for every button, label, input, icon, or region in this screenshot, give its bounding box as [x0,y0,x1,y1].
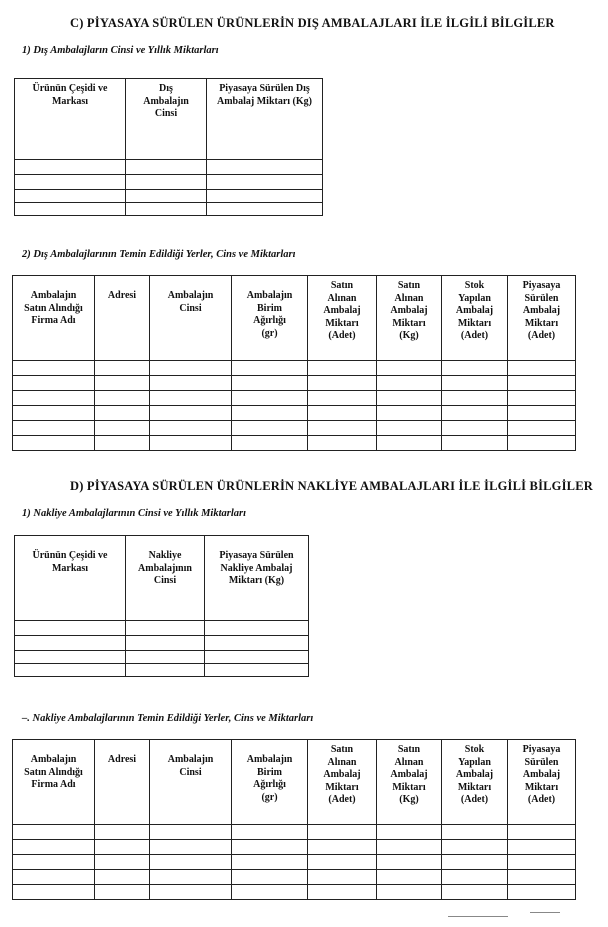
table-cell[interactable] [205,651,309,664]
table-cell[interactable] [232,825,308,840]
table-cell[interactable] [232,840,308,855]
header-cell: Ambalajın Satın Alındığı Firma Adı [13,740,95,825]
table-row [15,190,323,203]
table-cell[interactable] [126,160,207,175]
table-cell[interactable] [508,825,576,840]
table-cell[interactable] [150,885,232,900]
table-row [13,436,576,451]
table-cell[interactable] [15,203,126,216]
table-row [13,885,576,900]
table-cell[interactable] [13,421,95,436]
header-cell: Adresi [95,276,150,361]
table-row [15,203,323,216]
section-c-table-2 [12,275,576,451]
table-row [15,621,309,636]
table-cell[interactable] [13,436,95,451]
table-cell[interactable] [442,855,508,870]
table-cell[interactable] [150,436,232,451]
table-cell[interactable] [308,421,377,436]
table-cell[interactable] [442,361,508,376]
header-cell: Ürünün Çeşidi ve Markası [15,79,126,160]
section-c-part2-subtitle: 2) Dış Ambalajlarının Temin Edildiği Yerler, Cins ve Miktarları [22,249,296,260]
table-cell[interactable] [377,885,442,900]
table-cell[interactable] [308,391,377,406]
table-cell[interactable] [126,190,207,203]
table-cell[interactable] [377,376,442,391]
table-cell[interactable] [377,391,442,406]
table-cell[interactable] [377,421,442,436]
table-cell[interactable] [442,840,508,855]
table-cell[interactable] [508,870,576,885]
table-cell[interactable] [377,870,442,885]
table-cell[interactable] [13,885,95,900]
table-cell[interactable] [13,840,95,855]
table-row [13,391,576,406]
table-cell[interactable] [126,651,205,664]
table-cell[interactable] [150,825,232,840]
table-cell[interactable] [126,175,207,190]
table-cell[interactable] [232,870,308,885]
table-cell[interactable] [232,361,308,376]
table-row [13,406,576,421]
table-cell[interactable] [126,621,205,636]
table-cell[interactable] [308,406,377,421]
table-cell[interactable] [207,175,323,190]
header-cell: Adresi [95,740,150,825]
table-cell[interactable] [207,203,323,216]
table-cell[interactable] [13,825,95,840]
table-cell[interactable] [377,436,442,451]
table-cell[interactable] [232,406,308,421]
header-cell: Ambalajın Cinsi [150,276,232,361]
table-row [13,840,576,855]
table-row [13,825,576,840]
table-cell[interactable] [232,436,308,451]
header-cell: Satın Alınan Ambalaj Miktarı (Adet) [308,740,377,825]
table-cell[interactable] [308,840,377,855]
header-cell: Stok Yapılan Ambalaj Miktarı (Adet) [442,740,508,825]
table-cell[interactable] [508,855,576,870]
table-cell[interactable] [232,421,308,436]
table-cell[interactable] [13,870,95,885]
table-cell[interactable] [442,421,508,436]
section-c-title: C) PİYASAYA SÜRÜLEN ÜRÜNLERİN DIŞ AMBALAJLARI İLE İLGİLİ BİLGİLER [70,16,555,30]
table-cell[interactable] [15,636,126,651]
table-cell[interactable] [308,436,377,451]
table-cell[interactable] [150,870,232,885]
table-cell[interactable] [508,376,576,391]
header-cell: Ambalajın Cinsi [150,740,232,825]
table-cell[interactable] [232,855,308,870]
section-c-part1-subtitle: 1) Dış Ambalajların Cinsi ve Yıllık Miktarları [22,45,219,56]
table-cell[interactable] [150,421,232,436]
header-cell: Piyasaya Sürülen Dış Ambalaj Miktarı (Kg) [207,79,323,160]
table-cell[interactable] [150,376,232,391]
table-cell[interactable] [442,436,508,451]
table-cell[interactable] [308,885,377,900]
table-cell[interactable] [126,664,205,677]
table-cell[interactable] [442,391,508,406]
table-cell[interactable] [15,664,126,677]
table-cell[interactable] [232,376,308,391]
table-cell[interactable] [442,406,508,421]
section-d-table-2 [12,739,576,900]
table-cell[interactable] [15,175,126,190]
table-cell[interactable] [205,636,309,651]
table-cell[interactable] [95,421,150,436]
header-cell: Piyasaya Sürülen Ambalaj Miktarı (Adet) [508,740,576,825]
header-cell: Ürünün Çeşidi ve Markası [15,536,126,621]
table-cell[interactable] [13,361,95,376]
table-row [15,160,323,175]
section-c-table-1 [14,78,323,216]
table-cell[interactable] [442,825,508,840]
table-row [13,376,576,391]
table-cell[interactable] [15,190,126,203]
table-cell[interactable] [150,391,232,406]
table-cell[interactable] [150,840,232,855]
table-cell[interactable] [15,621,126,636]
table-cell[interactable] [308,361,377,376]
section-d-table-1 [14,535,309,677]
table-cell[interactable] [205,664,309,677]
table-cell[interactable] [377,855,442,870]
header-cell: Piyasaya Sürülen Ambalaj Miktarı (Adet) [508,276,576,361]
section-d-title: D) PİYASAYA SÜRÜLEN ÜRÜNLERİN NAKLİYE AMBALAJLARI İLE İLGİLİ BİLGİLER [70,479,593,493]
section-d-part1-subtitle: 1) Nakliye Ambalajlarının Cinsi ve Yıllık Miktarları [22,508,247,519]
table-cell[interactable] [13,855,95,870]
scan-speck [448,916,508,917]
table-cell[interactable] [508,391,576,406]
table-row [13,361,576,376]
table-cell[interactable] [308,870,377,885]
scan-speck [530,912,560,913]
table-cell[interactable] [232,391,308,406]
table-cell[interactable] [95,840,150,855]
header-cell: Ambalajın Birim Ağırlığı (gr) [232,740,308,825]
header-cell: Nakliye Ambalajının Cinsi [126,536,205,621]
header-cell: Ambalajın Satın Alındığı Firma Adı [13,276,95,361]
table-cell[interactable] [150,406,232,421]
table-cell[interactable] [95,885,150,900]
table-cell[interactable] [13,391,95,406]
table-cell[interactable] [442,885,508,900]
header-cell: Ambalajın Birim Ağırlığı (gr) [232,276,308,361]
table-cell[interactable] [207,190,323,203]
table-row [15,664,309,677]
table-cell[interactable] [377,406,442,421]
table-cell[interactable] [377,840,442,855]
header-cell: Satın Alınan Ambalaj Miktarı (Kg) [377,740,442,825]
header-cell: Piyasaya Sürülen Nakliye Ambalaj Miktarı (Kg) [205,536,309,621]
table-cell[interactable] [15,651,126,664]
table-cell[interactable] [150,855,232,870]
table-cell[interactable] [95,391,150,406]
table-cell[interactable] [442,376,508,391]
table-row [13,855,576,870]
table-cell[interactable] [13,376,95,391]
table-cell[interactable] [126,636,205,651]
table-cell[interactable] [150,361,232,376]
header-cell: Stok Yapılan Ambalaj Miktarı (Adet) [442,276,508,361]
table-row [15,651,309,664]
table-cell[interactable] [95,406,150,421]
table-cell[interactable] [308,376,377,391]
table-cell[interactable] [377,825,442,840]
table-cell[interactable] [207,160,323,175]
table-cell[interactable] [442,870,508,885]
table-cell[interactable] [308,855,377,870]
table-cell[interactable] [508,361,576,376]
table-cell[interactable] [508,406,576,421]
table-cell[interactable] [308,825,377,840]
table-cell[interactable] [95,376,150,391]
table-cell[interactable] [15,160,126,175]
table-cell[interactable] [13,406,95,421]
table-cell[interactable] [508,885,576,900]
table-cell[interactable] [126,203,207,216]
table-cell[interactable] [95,436,150,451]
table-row [15,636,309,651]
table-cell[interactable] [508,421,576,436]
header-cell: Dış Ambalajın Cinsi [126,79,207,160]
table-cell[interactable] [508,840,576,855]
table-cell[interactable] [95,361,150,376]
table-row [13,870,576,885]
header-cell: Satın Alınan Ambalaj Miktarı (Kg) [377,276,442,361]
bullet-mark: –. [22,713,30,724]
table-row [13,421,576,436]
table-cell[interactable] [95,825,150,840]
table-cell[interactable] [377,361,442,376]
section-d-part2-subtitle: Nakliye Ambalajlarının Temin Edildiği Yerler, Cins ve Miktarları [32,713,314,724]
table-cell[interactable] [95,855,150,870]
table-cell[interactable] [508,436,576,451]
table-cell[interactable] [95,870,150,885]
table-row [15,175,323,190]
section-d-part2-subtitle-row [22,713,313,724]
header-cell: Satın Alınan Ambalaj Miktarı (Adet) [308,276,377,361]
table-cell[interactable] [205,621,309,636]
table-cell[interactable] [232,885,308,900]
